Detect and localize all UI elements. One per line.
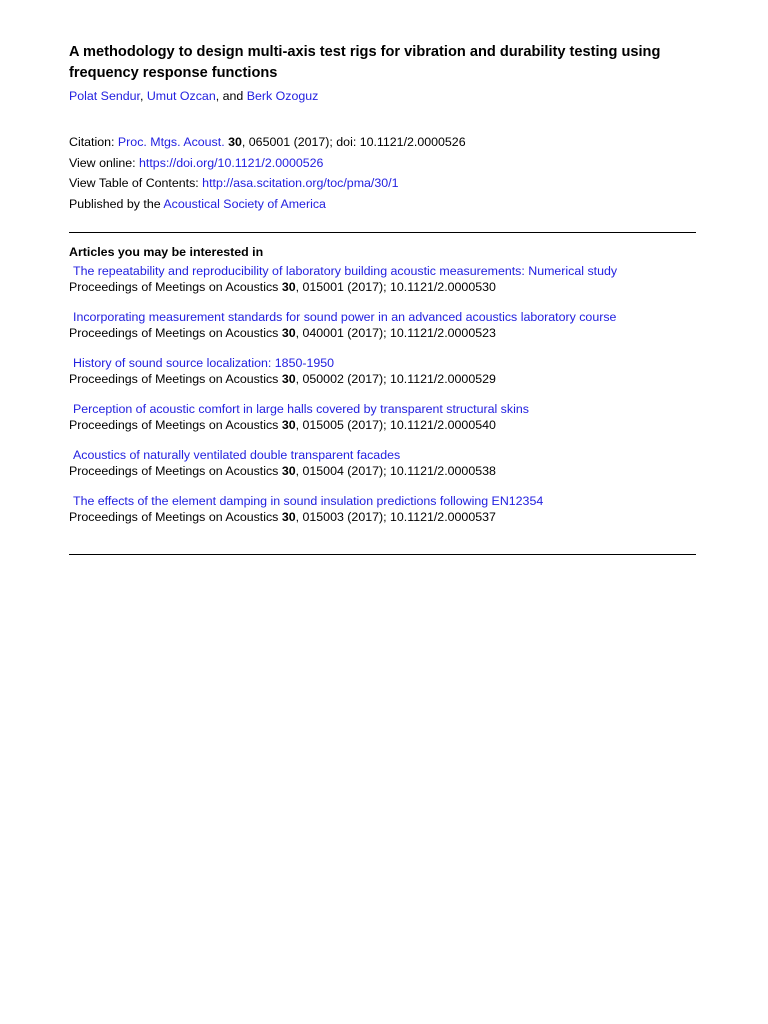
journal-link[interactable]: Proc. Mtgs. Acoust. (117, 135, 225, 149)
related-article (69, 494, 696, 540)
related-article-volume: 30 (281, 325, 296, 340)
related-articles-heading: Articles you may be interested in (69, 245, 264, 259)
article-title: A methodology to design multi-axis test rigs for vibration and durability testing using frequency response functions (69, 44, 661, 81)
author-list (69, 88, 318, 104)
related-article-citation (69, 464, 696, 480)
related-article-link[interactable]: Incorporating measurement standards for sound power in an advanced acoustics laboratory course (73, 310, 617, 324)
related-article-link[interactable]: The effects of the element damping in sound insulation predictions following EN12354 (73, 494, 544, 508)
publisher-link[interactable]: Acoustical Society of America (163, 196, 326, 211)
toc-link[interactable]: http://asa.scitation.org/toc/pma/30/1 (202, 176, 399, 190)
related-article-link[interactable]: Perception of acoustic comfort in large halls covered by transparent structural skins (73, 402, 529, 416)
related-article-source: Proceedings of Meetings on Acoustics (69, 371, 282, 386)
view-toc-label: View Table of Contents: (69, 176, 203, 190)
view-toc-line (69, 175, 466, 196)
related-article-citation (69, 418, 696, 434)
related-article-link[interactable]: Acoustics of naturally ventilated double transparent facades (73, 448, 401, 462)
related-article-citation (69, 326, 696, 342)
divider-top (69, 232, 696, 233)
related-article-volume: 30 (281, 509, 296, 524)
related-article-details: , 050002 (2017); 10.1121/2.0000529 (295, 371, 496, 386)
citation-label: Citation: (69, 135, 118, 149)
related-article-details: , 015001 (2017); 10.1121/2.0000530 (295, 279, 496, 294)
citation-line (69, 134, 466, 155)
author-link[interactable]: Polat Sendur (69, 89, 140, 103)
published-by-label: Published by the (69, 196, 164, 211)
related-article (69, 264, 696, 310)
related-article-link[interactable]: History of sound source localization: 1850-1950 (73, 356, 335, 370)
related-article-details: , 015003 (2017); 10.1121/2.0000537 (295, 509, 496, 524)
related-article-citation (69, 372, 696, 388)
doi-link[interactable]: https://doi.org/10.1121/2.0000526 (139, 155, 324, 170)
author-separator: , and (215, 89, 247, 103)
author-link[interactable]: Berk Ozoguz (246, 89, 319, 103)
published-by-line (69, 196, 466, 217)
related-article (69, 310, 696, 356)
related-article (69, 448, 696, 494)
related-article (69, 356, 696, 402)
related-articles-list (69, 264, 696, 540)
related-article-citation (69, 510, 696, 526)
citation-details: , 065001 (2017); doi: 10.1121/2.0000526 (241, 135, 466, 149)
related-article-source: Proceedings of Meetings on Acoustics (69, 417, 282, 432)
divider-bottom (69, 554, 696, 555)
related-article-volume: 30 (281, 371, 296, 386)
related-article-source: Proceedings of Meetings on Acoustics (69, 325, 282, 340)
related-article-volume: 30 (281, 279, 296, 294)
author-link[interactable]: Umut Ozcan (146, 89, 216, 103)
related-article (69, 402, 696, 448)
related-article-details: , 015004 (2017); 10.1121/2.0000538 (295, 463, 496, 478)
author-separator: , (139, 89, 147, 103)
related-article-volume: 30 (281, 463, 296, 478)
citation-block (69, 134, 466, 216)
citation-volume: 30 (228, 135, 242, 149)
related-article-citation (69, 280, 696, 296)
related-article-source: Proceedings of Meetings on Acoustics (69, 509, 282, 524)
related-article-link[interactable]: The repeatability and reproducibility of laboratory building acoustic measurements: Numerical study (73, 264, 618, 278)
related-article-volume: 30 (281, 417, 296, 432)
related-article-details: , 040001 (2017); 10.1121/2.0000523 (295, 325, 496, 340)
view-online-line (69, 155, 466, 176)
related-article-details: , 015005 (2017); 10.1121/2.0000540 (295, 417, 496, 432)
view-online-label: View online: (69, 155, 140, 170)
related-article-source: Proceedings of Meetings on Acoustics (69, 463, 282, 478)
related-article-source: Proceedings of Meetings on Acoustics (69, 279, 282, 294)
